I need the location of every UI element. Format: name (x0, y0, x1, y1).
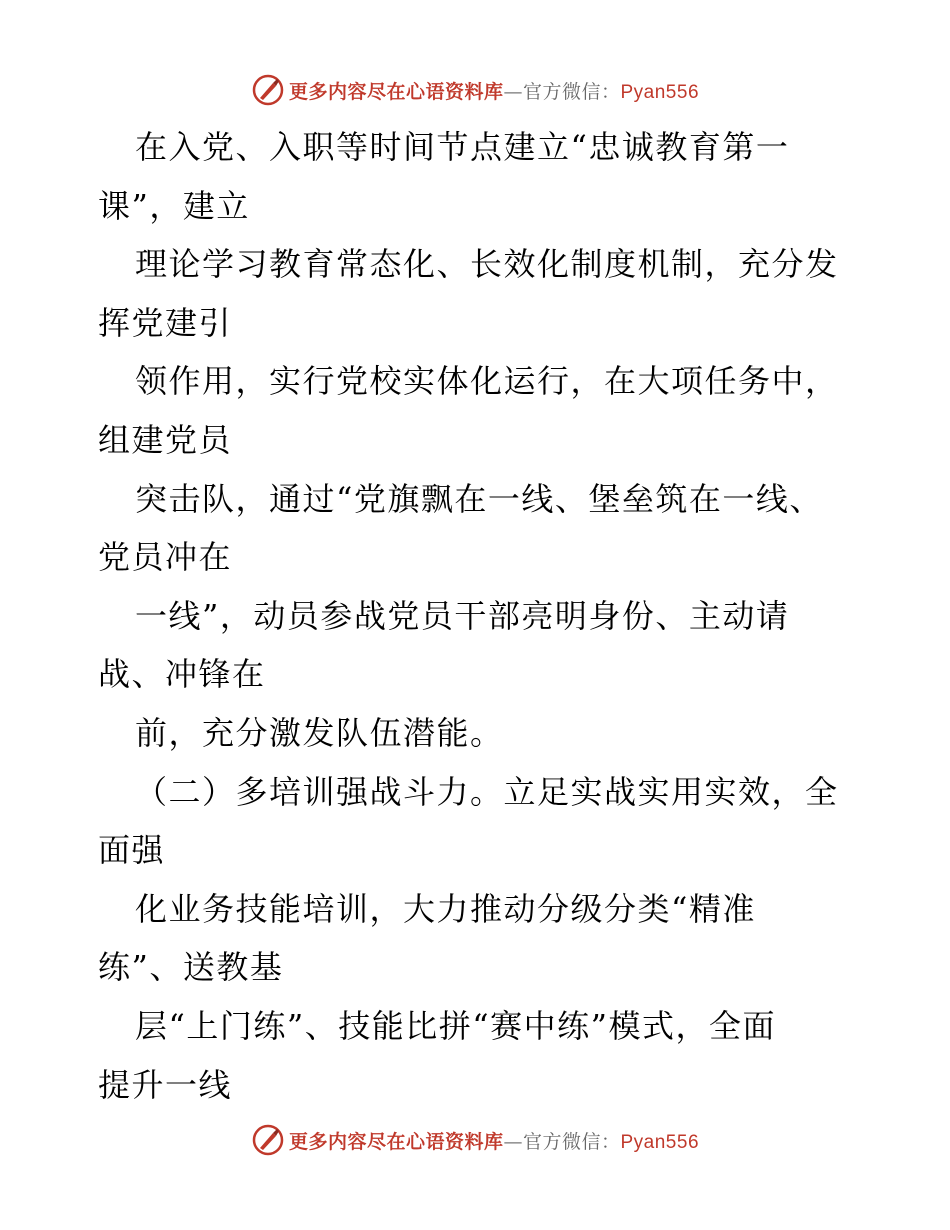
text-line: 化业务技能培训，大力推动分级分类“精准 (135, 889, 756, 928)
watermark-id: Pyan556 (620, 81, 700, 103)
pen-logo-icon (251, 1123, 285, 1157)
watermark-dash: — (503, 80, 523, 103)
header-watermark (0, 70, 950, 110)
watermark-official: 官方微信： (522, 80, 621, 103)
watermark-dash: — (503, 1130, 523, 1153)
text-line: 理论学习教育常态化、长效化制度机制，充分发 (135, 245, 839, 284)
text-line: 面强 (98, 831, 166, 870)
watermark-id: Pyan556 (620, 1131, 700, 1153)
watermark-brand: 更多内容尽在心语资料库 (288, 80, 504, 103)
text-line: 在入党、入职等时间节点建立“忠诚教育第一 (135, 128, 790, 166)
text-line: 前，充分激发队伍潜能。 (135, 713, 504, 752)
text-line: 党员冲在 (98, 538, 233, 577)
watermark-text (289, 77, 699, 104)
text-line: （二）多培训强战斗力。立足实战实用实效，全 (135, 772, 839, 811)
text-line: 一线”，动员参战党员干部亮明身份、主动请 (135, 596, 790, 635)
watermark-brand: 更多内容尽在心语资料库 (288, 1130, 504, 1153)
text-line: 组建党员 (98, 420, 233, 459)
text-line: 战、冲锋在 (98, 655, 266, 694)
document-body (98, 118, 888, 1114)
pen-logo-icon (251, 73, 285, 107)
text-line: 领作用，实行党校实体化运行，在大项任务中， (135, 362, 839, 401)
footer-watermark (0, 1120, 950, 1160)
watermark-text (289, 1127, 699, 1154)
text-line: 挥党建引 (98, 303, 233, 342)
text-line: 层“上门练”、技能比拼“赛中练”模式，全面 (135, 1006, 776, 1045)
text-line: 突击队，通过“党旗飘在一线、堡垒筑在一线、 (135, 479, 823, 518)
text-line: 练”、送教基 (98, 948, 284, 987)
text-line: 课”，建立 (98, 186, 250, 225)
text-line: 提升一线 (98, 1065, 233, 1104)
watermark-official: 官方微信： (522, 1130, 621, 1153)
